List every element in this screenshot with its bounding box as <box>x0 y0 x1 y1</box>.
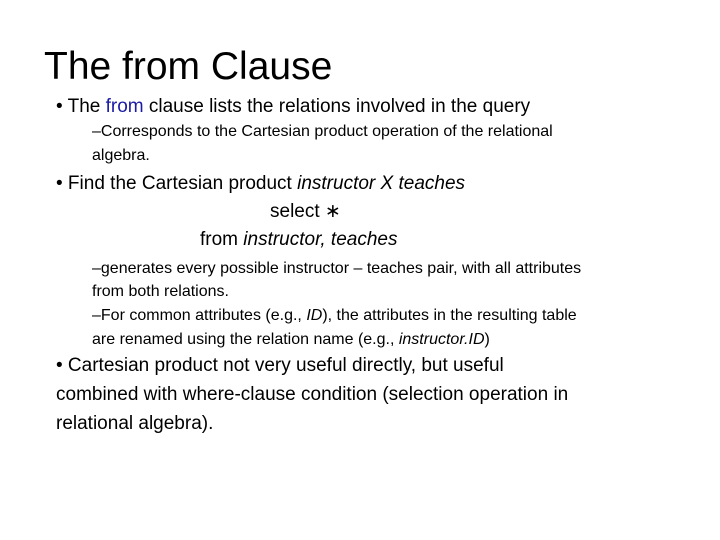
query-from-keyword: from <box>200 229 238 250</box>
renamed-text-b: ) <box>484 331 490 348</box>
bullet-from-clause <box>56 95 530 119</box>
common-attr-text-b: ), the attributes in the resulting table <box>322 307 577 324</box>
query-select-line: select ∗ <box>270 201 341 222</box>
sub-bullet-generates-line1: –generates every possible instructor – teaches pair, with all attributes <box>92 260 582 277</box>
sub-bullet-common-attributes-line1 <box>92 304 577 327</box>
renamed-instructor-id: instructor.ID <box>398 331 485 348</box>
bullet-not-useful-line3: relational algebra). <box>56 413 214 434</box>
bullet-not-useful-line2: combined with where-clause condition (selection operation in <box>56 384 569 405</box>
common-attr-id: ID <box>306 307 323 324</box>
slide-title: The from Clause <box>44 45 333 88</box>
from-keyword: from <box>105 96 144 117</box>
sub-bullet-generates-line2: from both relations. <box>92 283 229 300</box>
common-attr-text-a: –For common attributes (e.g., <box>92 307 307 324</box>
instructor-x-teaches: instructor X teaches <box>297 173 466 194</box>
sub-bullet-cartesian-line2: algebra. <box>92 147 150 164</box>
sub-bullet-cartesian-line1: –Corresponds to the Cartesian product operation of the relational <box>92 123 553 140</box>
sub-bullet-common-attributes-line2 <box>92 328 490 351</box>
bullet-not-useful-line1: • Cartesian product not very useful directly, but useful <box>56 355 504 376</box>
bullet-from-rest: clause lists the relations involved in the query <box>143 96 531 117</box>
bullet-find-cartesian <box>56 172 465 196</box>
query-from-tables: instructor, teaches <box>238 229 398 250</box>
query-from-line <box>200 228 397 252</box>
bullet-from-prefix: • The <box>56 96 106 117</box>
bullet-find-prefix: • Find the Cartesian product <box>56 173 298 194</box>
renamed-text-a: are renamed using the relation name (e.g., <box>92 331 399 348</box>
